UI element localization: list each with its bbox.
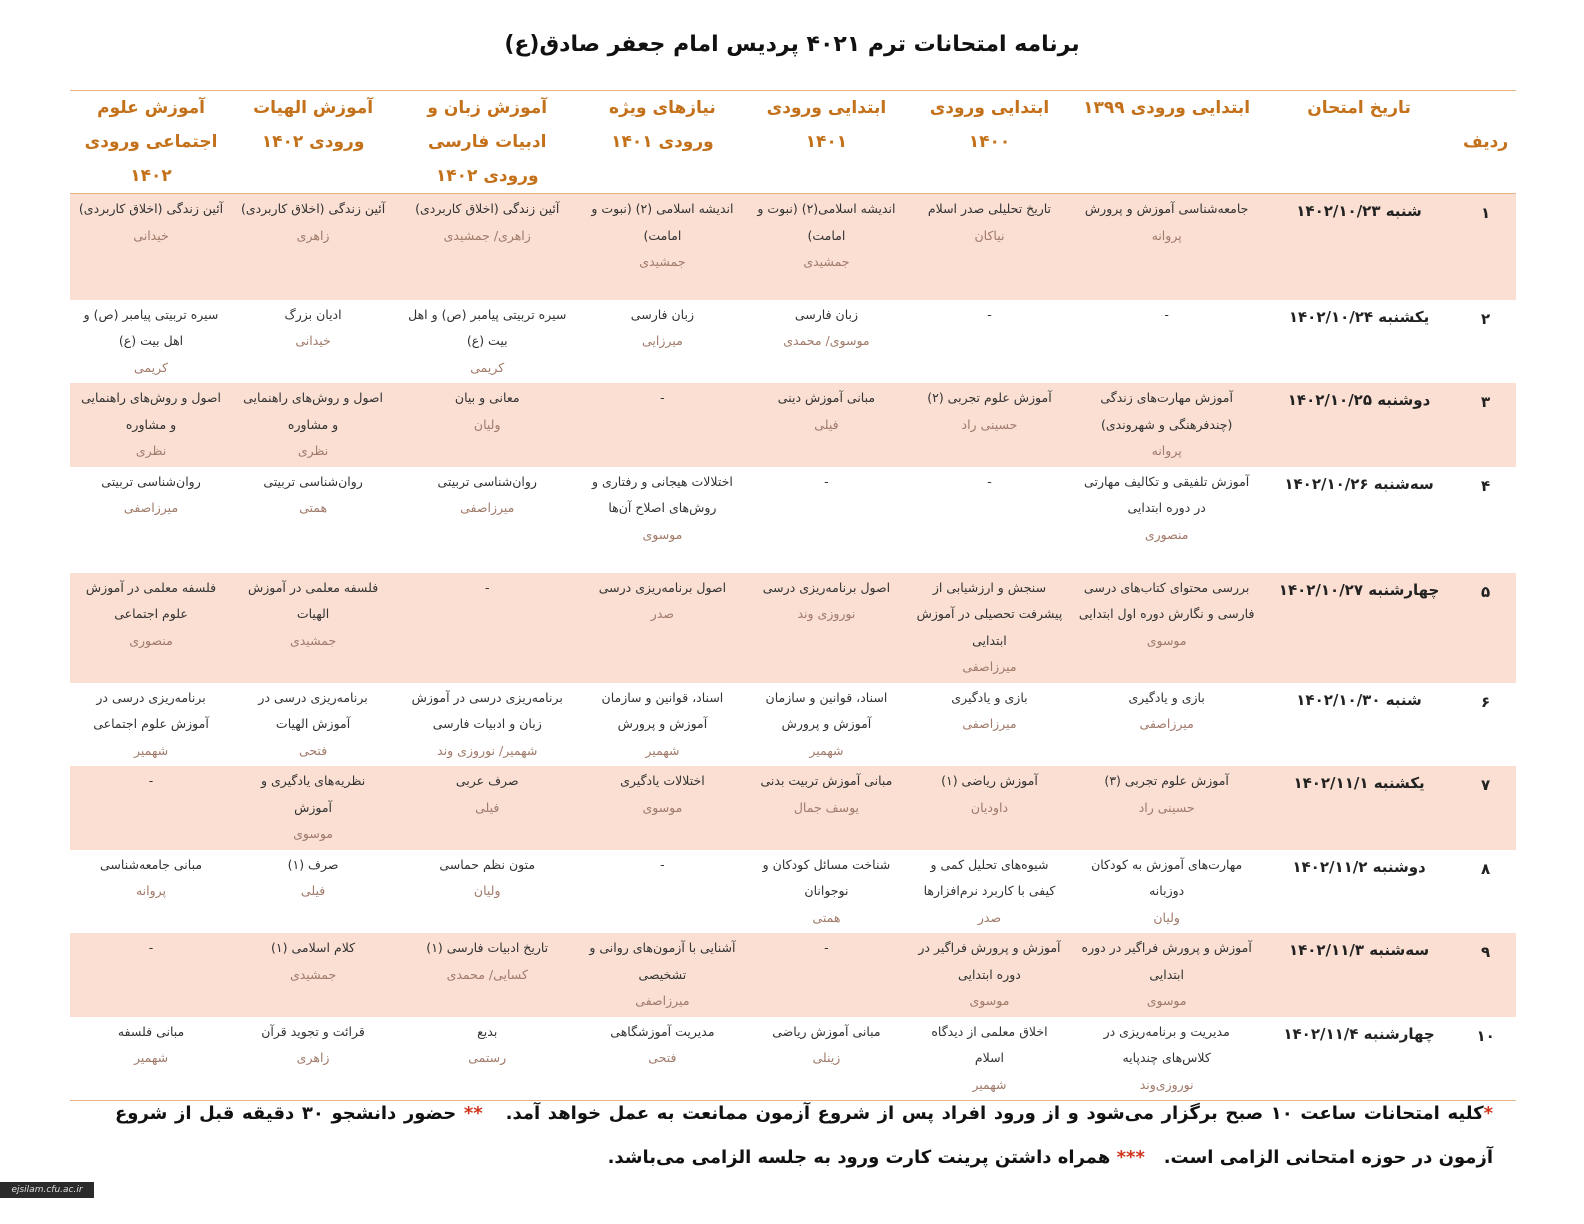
course-name: ادیان بزرگ: [284, 306, 342, 322]
course-name: -: [660, 856, 665, 872]
course-cell: [908, 467, 1070, 573]
instructor-name: ولیان: [473, 416, 501, 432]
table-row: [70, 194, 1516, 300]
note-2: حضور دانشجو ۳۰ دقیقه قبل از شروع آزمون در حوزه امتحانی الزامی است.: [115, 1103, 1493, 1168]
row-number: ۳: [1455, 383, 1516, 467]
course-cell: [1070, 933, 1262, 1017]
instructor-name: میرزاصفی: [1139, 716, 1194, 731]
course-name: -: [148, 773, 154, 788]
instructor-name: شهمیر: [972, 1076, 1007, 1092]
course-cell: [394, 194, 580, 300]
course-cell: [744, 766, 908, 850]
note-1-marker: *: [1483, 1103, 1493, 1124]
instructor-name: پروانه: [1151, 227, 1182, 243]
instructor-name: نوروزی وند: [797, 606, 856, 621]
course-cell: [1070, 850, 1262, 934]
course-cell: [580, 766, 744, 850]
course-cell: [394, 467, 580, 573]
header-row-number: ردیف: [1455, 91, 1516, 194]
instructor-name: کریمی: [134, 359, 169, 375]
course-cell: [70, 383, 232, 467]
course-cell: [394, 1017, 580, 1101]
instructor-name: زاهری: [296, 227, 330, 243]
course-name: -: [484, 579, 490, 595]
instructor-name: ولیان: [473, 883, 501, 898]
course-name: آئین زندگی (اخلاق کاربردی): [78, 201, 224, 216]
course-name: آشنایی با آزمون‌های روانی و تشخیصی: [589, 940, 736, 982]
instructor-name: نظری: [297, 443, 329, 458]
course-name: آموزش و پرورش فراگیر در دوره ابتدایی: [918, 940, 1061, 982]
course-name: کلام اسلامی (۱): [271, 940, 356, 955]
table-row: [70, 300, 1516, 384]
course-cell: [232, 1017, 394, 1101]
page-title: برنامه امتحانات ترم ۴۰۲۱ پردیس امام جعفر صادق(ع): [504, 32, 1080, 57]
course-cell: [1070, 300, 1262, 384]
note-3-marker: ***: [1116, 1147, 1145, 1168]
course-name: تاریخ ادبیات فارسی (۱): [426, 940, 549, 955]
instructor-name: حسینی راد: [961, 416, 1018, 432]
table-row: [70, 1017, 1516, 1101]
course-cell: [580, 683, 744, 767]
instructor-name: زاهری: [296, 1050, 330, 1065]
row-number: ۴: [1481, 476, 1491, 495]
course-name: زبان فارسی: [794, 306, 859, 322]
course-cell: [744, 194, 908, 300]
course-cell: [232, 766, 394, 850]
course-cell: [394, 933, 580, 1017]
course-cell: [232, 467, 394, 573]
course-name: مبانی آموزش ریاضی: [772, 1023, 881, 1039]
instructor-name: فتحی: [298, 742, 328, 758]
instructor-name: فیلی: [300, 883, 326, 898]
course-name: سنجش و ارزشیابی از پیشرفت تحصیلی در آموزش ابتدایی: [916, 579, 1063, 648]
course-name: بدیع: [477, 1023, 498, 1039]
instructor-name: صدر: [977, 909, 1002, 925]
exam-date: سه‌شنبه ۱۴۰۲/۱۰/۲۶: [1284, 474, 1434, 493]
footer-notes: [115, 1092, 1493, 1180]
course-name: آئین زندگی (اخلاق کاربردی): [240, 201, 386, 216]
course-name: بازی و یادگیری: [1128, 689, 1205, 705]
instructor-name: شهمیر: [133, 1050, 169, 1065]
instructor-name: خیدانی: [295, 333, 331, 348]
course-cell: [70, 573, 232, 683]
row-number: ۷: [1455, 766, 1516, 850]
instructor-name: میرزاصفی: [460, 500, 515, 515]
course-name: معانی و بیان: [454, 390, 520, 405]
table-row: [70, 933, 1516, 1017]
course-cell: [1070, 683, 1262, 767]
course-cell: [580, 933, 744, 1017]
course-cell: [744, 383, 908, 467]
course-name: آموزش و پرورش فراگیر در دوره ابتدایی: [1081, 940, 1252, 982]
note-1: کلیه امتحانات ساعت ۱۰ صبح برگزار می‌شود و از ورود افراد پس از شروع آزمون ممانعت به عمل خواهد آمد.: [505, 1103, 1484, 1124]
instructor-name: ولیان: [1153, 909, 1180, 925]
instructor-name: موسوی: [642, 799, 683, 815]
course-cell: [394, 573, 580, 683]
instructor-name: موسوی: [1146, 632, 1187, 648]
course-name: بازی و یادگیری: [951, 689, 1028, 705]
note-3: همراه داشتن پرینت کارت ورود به جلسه الزامی می‌باشد.: [607, 1147, 1111, 1168]
course-name: اسناد، قوانین و سازمان آموزش و پرورش: [765, 689, 888, 731]
course-cell: [908, 383, 1070, 467]
course-name: اخلاق معلمی از دیدگاه اسلام: [931, 1023, 1048, 1065]
instructor-name: میرزاصفی: [962, 659, 1017, 674]
course-name: فلسفه معلمی در آموزش علوم اجتماعی: [85, 579, 217, 621]
table-body: [70, 194, 1516, 1101]
course-name: روان‌شناسی تربیتی: [101, 473, 201, 489]
course-name: تاریخ تحلیلی صدر اسلام: [927, 201, 1052, 216]
course-cell: [744, 1017, 908, 1101]
course-name: آموزش تلفیقی و تکالیف مهارتی در دوره ابتدایی: [1084, 473, 1250, 515]
site-watermark: ejsilam.cfu.ac.ir: [0, 1182, 94, 1198]
course-cell: [70, 194, 232, 300]
instructor-name: فیلی: [814, 416, 839, 432]
instructor-name: زینلی: [812, 1050, 841, 1065]
course-cell: [908, 850, 1070, 934]
instructor-name: فیلی: [475, 799, 500, 815]
course-name: -: [987, 473, 992, 489]
course-cell: [1070, 194, 1262, 300]
course-cell: [580, 383, 744, 467]
course-cell: [70, 1017, 232, 1101]
instructor-name: همتی: [299, 500, 328, 515]
header-column-5: آموزش زبان و ادبیات فارسی ورودی ۱۴۰۲: [394, 91, 580, 194]
course-name: نظریه‌های یادگیری و آموزش: [260, 773, 366, 815]
course-name: بررسی محتوای کتاب‌های درسی فارسی و نگارش دوره اول ابتدایی: [1078, 579, 1255, 621]
course-cell: [70, 300, 232, 384]
instructor-name: میرزاصفی: [123, 500, 179, 515]
exam-date: سه‌شنبه ۱۴۰۲/۱۱/۳: [1263, 933, 1455, 1017]
instructor-name: نظری: [135, 443, 167, 458]
course-name: مهارت‌های آموزش به کودکان دوزبانه: [1091, 856, 1243, 898]
course-cell: [232, 383, 394, 467]
instructor-name: خیدانی: [133, 227, 169, 243]
course-name: زبان فارسی: [630, 306, 694, 322]
course-cell: [908, 1017, 1070, 1101]
course-cell: [580, 850, 744, 934]
course-cell: [744, 573, 908, 683]
course-name: آموزش ریاضی (۱): [941, 773, 1038, 788]
course-cell: [232, 573, 394, 683]
exam-date: شنبه ۱۴۰۲/۱۰/۳۰: [1296, 690, 1422, 709]
instructor-name: جمشیدی: [289, 632, 337, 648]
course-cell: [1070, 1017, 1262, 1101]
instructor-name: جمشیدی: [639, 254, 686, 269]
course-name: اندیشه اسلامی(۲) (نبوت و امامت): [757, 201, 896, 243]
exam-date: یکشنبه ۱۴۰۲/۱۱/۱: [1263, 766, 1455, 850]
course-name: اصول و روش‌های راهنمایی و مشاوره: [81, 390, 221, 432]
course-cell: [394, 850, 580, 934]
course-cell: [394, 683, 580, 767]
course-name: صرف عربی: [455, 773, 519, 788]
exam-date: چهارشنبه ۱۴۰۲/۱۰/۲۷: [1263, 573, 1455, 683]
instructor-name: شهمیر: [133, 742, 169, 758]
course-cell: [744, 850, 908, 934]
course-name: سیره تربیتی پیامبر (ص) و اهل بیت (ع): [408, 306, 567, 348]
instructor-name: موسوی/ محمدی: [783, 333, 870, 348]
header-column-2: ابتدایی ورودی ۱۴۰۰: [908, 91, 1070, 194]
course-name: اصول برنامه‌ریزی درسی: [762, 579, 891, 595]
course-cell: [744, 683, 908, 767]
course-name: آموزش مهارت‌های زندگی (چندفرهنگی و شهروندی): [1100, 390, 1233, 432]
course-name: مبانی فلسفه: [117, 1023, 185, 1039]
course-name: آموزش علوم تجربی (۲): [927, 390, 1052, 405]
instructor-name: پروانه: [135, 883, 167, 898]
exam-date: دوشنبه ۱۴۰۲/۱۰/۲۵: [1263, 383, 1455, 467]
course-name: اصول برنامه‌ریزی درسی: [598, 579, 727, 595]
course-cell: [232, 683, 394, 767]
course-name: برنامه‌ریزی درسی در آموزش زبان و ادبیات فارسی: [411, 689, 563, 731]
course-cell: [580, 467, 744, 573]
course-name: -: [824, 940, 829, 955]
course-cell: [580, 573, 744, 683]
course-cell: [70, 766, 232, 850]
course-name: -: [1164, 306, 1169, 322]
header-column-3: ابتدایی ورودی ۱۴۰۱: [744, 91, 908, 194]
table-row: [70, 573, 1516, 683]
instructor-name: فتحی: [648, 1050, 677, 1065]
instructor-name: کریمی: [470, 359, 505, 375]
course-name: سیره تربیتی پیامبر (ص) و اهل بیت (ع): [83, 306, 219, 348]
course-cell: [394, 383, 580, 467]
course-name: مدیریت آموزشگاهی: [610, 1023, 715, 1039]
course-name: -: [987, 306, 992, 322]
course-cell: [232, 194, 394, 300]
table-row: [70, 766, 1516, 850]
course-name: -: [824, 473, 829, 489]
instructor-name: رستمی: [468, 1050, 507, 1065]
course-name: -: [660, 390, 665, 405]
course-cell: [580, 1017, 744, 1101]
instructor-name: نوروزی‌وند: [1139, 1076, 1194, 1092]
course-cell: [744, 300, 908, 384]
instructor-name: شهمیر/ نوروزی وند: [437, 742, 538, 758]
course-name: اسناد، قوانین و سازمان آموزش و پرورش: [601, 689, 724, 731]
instructor-name: میرزاصفی: [962, 716, 1017, 731]
table-row: [70, 383, 1516, 467]
instructor-name: میرزاصفی: [635, 993, 690, 1008]
table-row: [70, 467, 1516, 573]
instructor-name: یوسف جمال: [793, 799, 860, 815]
exam-date: دوشنبه ۱۴۰۲/۱۱/۲: [1292, 857, 1426, 876]
course-cell: [70, 467, 232, 573]
header-column-4: نیازهای ویژه ورودی ۱۴۰۱: [580, 91, 744, 194]
course-name: فلسفه معلمی در آموزش الهیات: [247, 579, 379, 621]
exam-date: شنبه ۱۴۰۲/۱۰/۲۳: [1263, 194, 1455, 300]
course-cell: [908, 194, 1070, 300]
instructor-name: نیاکان: [974, 227, 1005, 243]
exam-date: یکشنبه ۱۴۰۲/۱۰/۲۴: [1288, 307, 1430, 326]
instructor-name: موسوی: [1146, 993, 1187, 1008]
instructor-name: زاهری/ جمشیدی: [443, 227, 531, 243]
instructor-name: جمشیدی: [289, 966, 337, 982]
instructor-name: شهمیر: [809, 742, 844, 758]
course-name: مبانی آموزش دینی: [777, 390, 876, 405]
course-name: اصول و روش‌های راهنمایی و مشاوره: [243, 390, 384, 432]
note-2-marker: **: [463, 1103, 483, 1124]
row-number: ۱۰: [1455, 1017, 1516, 1101]
table-row: [70, 850, 1516, 934]
course-cell: [1070, 467, 1262, 573]
course-cell: [908, 933, 1070, 1017]
instructor-name: میرزایی: [642, 333, 683, 348]
header-column-1: ابتدایی ورودی ۱۳۹۹: [1070, 91, 1262, 194]
row-number: ۸: [1481, 859, 1491, 878]
course-cell: [232, 850, 394, 934]
course-name: قرائت و تجوید قرآن: [261, 1023, 365, 1039]
course-name: آئین زندگی (اخلاق کاربردی): [415, 201, 560, 216]
header-column-7: آموزش علوم اجتماعی ورودی ۱۴۰۲: [70, 91, 232, 194]
course-name: اندیشه اسلامی (۲) (نبوت و امامت): [591, 201, 734, 243]
exam-schedule-table: [70, 90, 1516, 1101]
course-name: مدیریت و برنامه‌ریزی در کلاس‌های چندپایه: [1103, 1023, 1230, 1065]
instructor-name: داودیان: [970, 799, 1009, 815]
row-number: ۵: [1455, 573, 1516, 683]
instructor-name: پروانه: [1151, 443, 1182, 458]
course-cell: [70, 683, 232, 767]
course-cell: [908, 573, 1070, 683]
course-cell: [394, 300, 580, 384]
header-exam-date: تاریخ امتحان: [1263, 91, 1455, 194]
course-cell: [1070, 766, 1262, 850]
course-name: متون نظم حماسی: [439, 856, 536, 872]
exam-date: چهارشنبه ۱۴۰۲/۱۱/۴: [1263, 1017, 1455, 1101]
course-cell: [908, 766, 1070, 850]
course-name: جامعه‌شناسی آموزش و پرورش: [1084, 201, 1249, 216]
course-cell: [70, 933, 232, 1017]
instructor-name: حسینی راد: [1138, 799, 1195, 815]
course-name: مبانی جامعه‌شناسی: [100, 856, 203, 872]
course-name: برنامه‌ریزی درسی در آموزش علوم اجتماعی: [93, 689, 209, 731]
course-name: روان‌شناسی تربیتی: [437, 473, 537, 489]
course-name: اختلالات یادگیری: [620, 773, 705, 788]
course-cell: [232, 300, 394, 384]
course-name: برنامه‌ریزی درسی در آموزش الهیات: [258, 689, 368, 731]
course-name: شناخت مسائل کودکان و نوجوانان: [762, 856, 891, 898]
course-name: شیوه‌های تحلیل کمی و کیفی با کاربرد نرم‌افزارها: [923, 856, 1056, 898]
course-cell: [908, 300, 1070, 384]
course-cell: [1070, 573, 1262, 683]
instructor-name: موسوی: [969, 993, 1010, 1008]
instructor-name: کسایی/ محمدی: [446, 966, 528, 982]
course-name: آموزش علوم تجربی (۳): [1104, 773, 1229, 788]
instructor-name: موسوی: [293, 826, 333, 841]
instructor-name: صدر: [650, 606, 675, 621]
instructor-name: شهمیر: [645, 742, 680, 758]
course-cell: [232, 933, 394, 1017]
instructor-name: جمشیدی: [803, 254, 850, 269]
row-number: ۱: [1455, 194, 1516, 300]
course-cell: [580, 300, 744, 384]
course-name: روان‌شناسی تربیتی: [263, 473, 363, 489]
course-cell: [744, 933, 908, 1017]
course-name: -: [148, 940, 154, 955]
instructor-name: موسوی: [642, 526, 683, 542]
row-number: ۶: [1481, 692, 1491, 711]
course-name: صرف (۱): [287, 856, 339, 872]
table-header-row: [70, 91, 1516, 194]
course-name: اختلالات هیجانی و رفتاری و روش‌های اصلاح آن‌ها: [591, 473, 733, 515]
course-name: مبانی آموزش تربیت بدنی: [760, 773, 893, 788]
table-row: [70, 683, 1516, 767]
course-cell: [580, 194, 744, 300]
instructor-name: منصوری: [129, 632, 173, 648]
header-column-6: آموزش الهیات ورودی ۱۴۰۲: [232, 91, 394, 194]
course-cell: [744, 467, 908, 573]
instructor-name: همتی: [812, 909, 841, 925]
course-cell: [70, 850, 232, 934]
course-cell: [908, 683, 1070, 767]
instructor-name: منصوری: [1144, 526, 1189, 542]
row-number: ۲: [1481, 309, 1491, 328]
course-cell: [394, 766, 580, 850]
course-cell: [1070, 383, 1262, 467]
row-number: ۹: [1455, 933, 1516, 1017]
